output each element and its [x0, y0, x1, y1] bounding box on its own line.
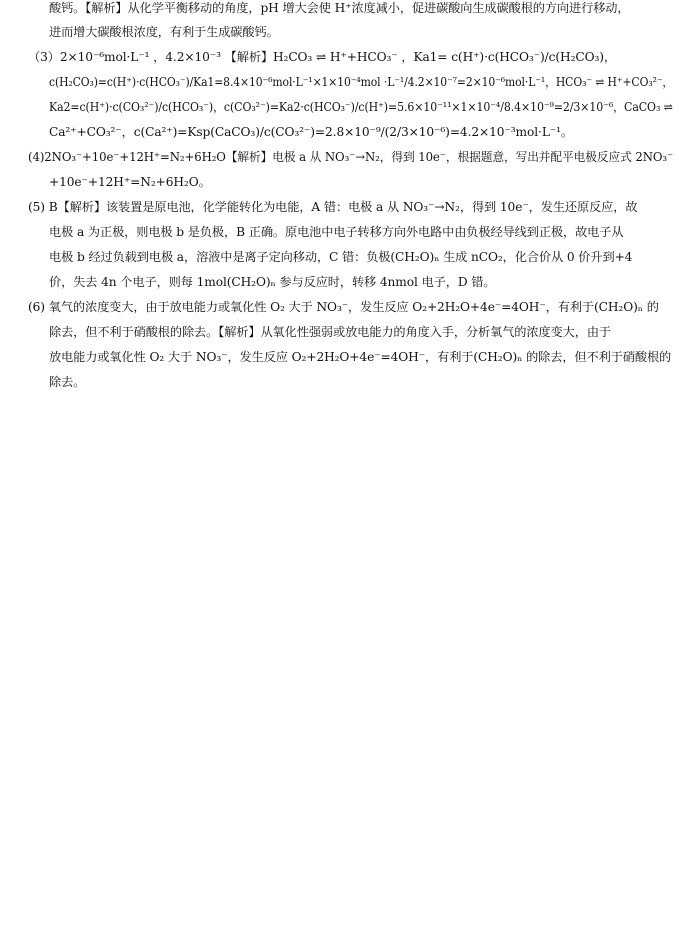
- text-line: Ka2=c(H⁺)·c(CO₃²⁻)/c(HCO₃⁻)，c(CO₃²⁻)=Ka2·c(HCO₃⁻)/c(H⁺)=5.6×10⁻¹¹×1×10⁻⁴/8.4×10⁻⁹=2/3×10⁻⁶，CaCO₃ ⇌: [49, 100, 673, 114]
- text-line: 酸钙。【解析】从化学平衡移动的角度，pH 增大会使 H⁺浓度减小，促进碳酸向生成碳酸根的方向进行移动，: [49, 1, 630, 15]
- text-line: 放电能力或氧化性 O₂ 大于 NO₃⁻，发生反应 O₂+2H₂O+4e⁻=4OH⁻，有利于(CH₂O)ₙ 的除去，但不利于硝酸根的: [49, 350, 672, 364]
- text-line: (5) B【解析】该装置是原电池，化学能转化为电能，A 错：电极 a 从 NO₃⁻→N₂，得到 10e⁻，发生还原反应，故: [28, 200, 638, 214]
- text-line: Ca²⁺+CO₃²⁻，c(Ca²⁺)=Ksp(CaCO₃)/c(CO₃²⁻)=2.8×10⁻⁹/(2/3×10⁻⁶)=4.2×10⁻³mol·L⁻¹。: [49, 125, 574, 139]
- text-line: 价，失去 4n 个电子，则每 1mol(CH₂O)ₙ 参与反应时，转移 4nmol 电子，D 错。: [49, 275, 496, 289]
- text-line: 电极 a 为正极，则电极 b 是负极，B 正确。原电池中电子转移方向外电路中由负极经导线到正极，故电子从: [49, 225, 624, 239]
- text-line: （3）2×10⁻⁶mol·L⁻¹ ，4.2×10⁻³ 【解析】H₂CO₃ ⇌ H⁺+HCO₃⁻ ，Ka1= c(H⁺)·c(HCO₃⁻)/c(H₂CO₃)，: [28, 50, 617, 64]
- text-line: c(H₂CO₃)=c(H⁺)·c(HCO₃⁻)/Ka1=8.4×10⁻⁶mol·L⁻¹×1×10⁻⁴mol ·L⁻¹/4.2×10⁻⁷=2×10⁻⁶mol·L⁻¹，HCO₃⁻ ⇌ H⁺+CO₃²⁻，: [49, 75, 674, 89]
- text-line: 电极 b 经过负载到电极 a，溶液中是离子定向移动，C 错：负极(CH₂O)ₙ 生成 nCO₂，化合价从 0 价升到+4: [49, 250, 633, 264]
- text-line: (4)2NO₃⁻+10e⁻+12H⁺=N₂+6H₂O【解析】电极 a 从 NO₃⁻→N₂，得到 10e⁻，根据题意，写出并配平电极反应式 2NO₃⁻: [28, 150, 674, 164]
- text-line: 除去。: [49, 375, 86, 389]
- text-line: (6) 氧气的浓度变大，由于放电能力或氧化性 O₂ 大于 NO₃⁻，发生反应 O₂+2H₂O+4e⁻=4OH⁻，有利于(CH₂O)ₙ 的: [28, 300, 659, 314]
- text-line: 进而增大碳酸根浓度，有利于生成碳酸钙。: [49, 25, 279, 39]
- text-line: 除去，但不利于硝酸根的除去。【解析】从氧化性强弱或放电能力的角度入手，分析氧气的浓度变大，由于: [49, 325, 612, 339]
- text-line: +10e⁻+12H⁺=N₂+6H₂O。: [49, 175, 211, 189]
